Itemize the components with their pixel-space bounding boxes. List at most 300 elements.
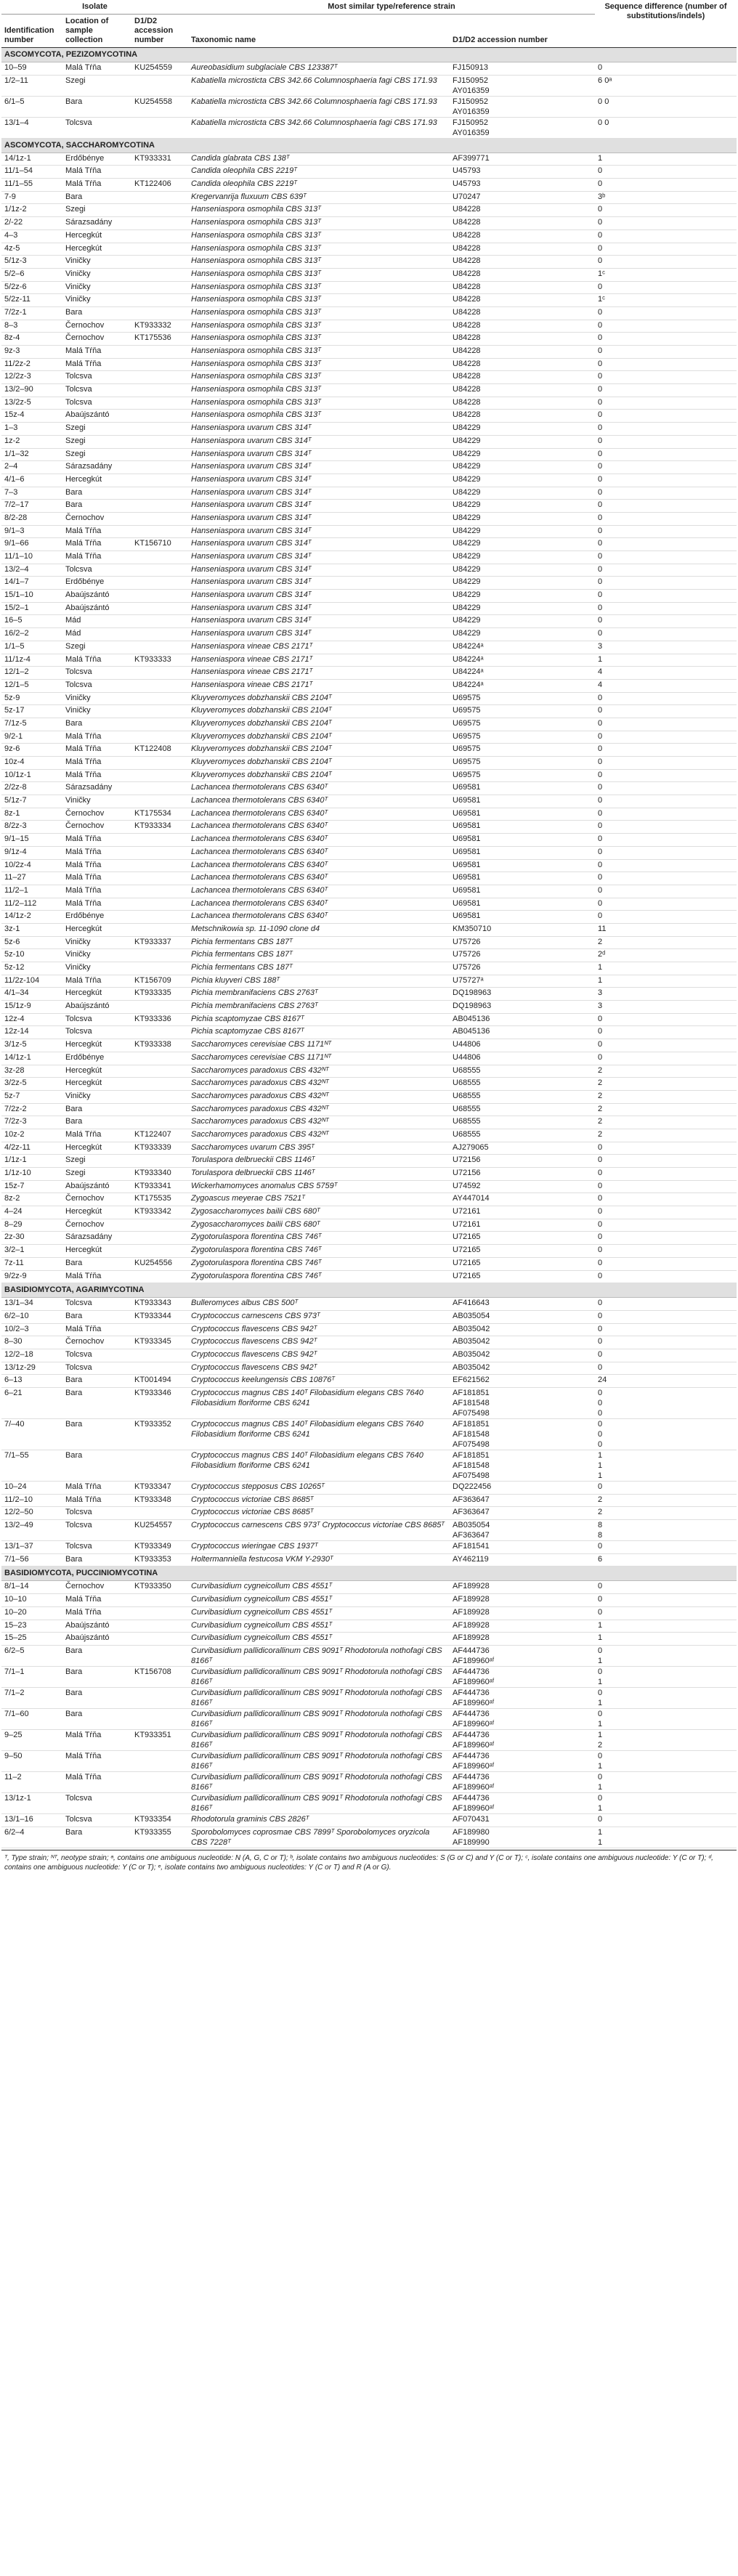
table-row	[1, 1129, 737, 1142]
reference-accession-cell: U68555	[450, 1065, 595, 1078]
location-cell: Malá Tŕňa	[62, 898, 131, 911]
location-cell: Tolcsva	[62, 667, 131, 680]
identification-number-cell: 11/2–1	[1, 885, 62, 898]
location-cell: Malá Tŕňa	[62, 551, 131, 564]
taxonomic-name-cell: Torulaspora delbrueckii CBS 1146ᵀ	[188, 1168, 450, 1181]
reference-accession-cell: AB035042	[450, 1349, 595, 1362]
table-row	[1, 1581, 737, 1594]
reference-accession-cell: U68555	[450, 1116, 595, 1129]
identification-number-cell: 2z-30	[1, 1232, 62, 1245]
identification-number-cell: 3z-1	[1, 923, 62, 936]
reference-accession-cell: U84228	[450, 256, 595, 269]
taxonomic-name-cell: Hanseniaspora osmophila CBS 313ᵀ	[188, 384, 450, 397]
identification-number-cell: 11/1–54	[1, 166, 62, 179]
reference-accession-cell: U72161	[450, 1219, 595, 1232]
accession-number-cell	[131, 769, 188, 782]
accession-number-cell	[131, 1606, 188, 1620]
reference-accession-cell: U69575	[450, 692, 595, 705]
identification-number-cell: 10–10	[1, 1594, 62, 1607]
taxonomic-name-cell: Hanseniaspora osmophila CBS 313ᵀ	[188, 346, 450, 359]
identification-number-cell: 10–24	[1, 1482, 62, 1495]
accession-number-cell	[131, 1362, 188, 1375]
sequence-difference-cell: 0	[595, 1193, 737, 1206]
taxonomic-name-cell: Curvibasidium cygneicollum CBS 4551ᵀ	[188, 1606, 450, 1620]
table-row	[1, 294, 737, 307]
reference-accession-cell: AF189928	[450, 1594, 595, 1607]
table-row	[1, 1507, 737, 1520]
sequence-difference-header: Sequence difference (number of substitutions/indels)	[595, 0, 737, 48]
reference-accession-cell: U84228	[450, 333, 595, 346]
identification-number-cell: 8/1–14	[1, 1581, 62, 1594]
accession-number-cell	[131, 782, 188, 795]
table-row	[1, 1323, 737, 1336]
identification-number-cell: 13/2–49	[1, 1520, 62, 1541]
reference-accession-cell: U72156	[450, 1155, 595, 1168]
identification-number-cell: 13/2z-5	[1, 397, 62, 410]
identification-number-cell: 9z-6	[1, 744, 62, 757]
accession-number-cell	[131, 949, 188, 962]
location-cell: Malá Tŕňa	[62, 885, 131, 898]
taxonomic-name-cell: Hanseniaspora osmophila CBS 313ᵀ	[188, 294, 450, 307]
location-cell: Tolcsva	[62, 1507, 131, 1520]
reference-accession-cell: AY447014	[450, 1193, 595, 1206]
identification-number-cell: 8z-2	[1, 1193, 62, 1206]
table-row	[1, 1606, 737, 1620]
reference-accession-cell: U72161	[450, 1206, 595, 1219]
reference-accession-cell: U69581	[450, 859, 595, 872]
taxonomic-name-cell: Hanseniaspora uvarum CBS 314ᵀ	[188, 448, 450, 461]
taxonomic-name-cell: Kluyveromyces dobzhanskii CBS 2104ᵀ	[188, 692, 450, 705]
reference-accession-cell: U69581	[450, 885, 595, 898]
taxonomic-name-cell: Cryptococcus flavescens CBS 942ᵀ	[188, 1323, 450, 1336]
location-cell: Malá Tŕňa	[62, 757, 131, 770]
taxonomic-name-cell: Hanseniaspora vineae CBS 2171ᵀ	[188, 641, 450, 654]
sequence-difference-cell: 0	[595, 808, 737, 821]
table-row	[1, 1193, 737, 1206]
location-cell: Bara	[62, 500, 131, 513]
identification-number-cell: 5/2–6	[1, 268, 62, 281]
reference-accession-cell: U84224ᵃ	[450, 667, 595, 680]
location-cell: Szegi	[62, 75, 131, 96]
identification-number-cell: 16–5	[1, 615, 62, 628]
table-row	[1, 448, 737, 461]
location-cell: Malá Tŕňa	[62, 859, 131, 872]
sequence-difference-cell: 0	[595, 1541, 737, 1554]
table-row	[1, 782, 737, 795]
accession-number-cell: KT175536	[131, 333, 188, 346]
accession-number-cell	[131, 602, 188, 615]
reference-accession-cell: U72165	[450, 1232, 595, 1245]
table-row	[1, 1494, 737, 1507]
table-row	[1, 1155, 737, 1168]
sequence-difference-cell: 4	[595, 667, 737, 680]
reference-accession-cell: U68555	[450, 1078, 595, 1091]
location-cell: Hercegkút	[62, 1065, 131, 1078]
location-cell: Malá Tŕňa	[62, 1494, 131, 1507]
table-row	[1, 256, 737, 269]
table-row	[1, 117, 737, 138]
accession-number-cell	[131, 474, 188, 487]
location-cell: Černochov	[62, 821, 131, 834]
taxonomic-name-cell: Hanseniaspora uvarum CBS 314ᵀ	[188, 564, 450, 577]
sequence-difference-cell: 11	[595, 923, 737, 936]
accession-number-cell	[131, 75, 188, 96]
sequence-difference-cell: 0	[595, 306, 737, 320]
location-cell: Viničky	[62, 268, 131, 281]
identification-number-cell: 10/1z-1	[1, 769, 62, 782]
taxonomic-name-cell: Pichia fermentans CBS 187ᵀ	[188, 962, 450, 975]
table-row	[1, 1090, 737, 1103]
identification-number-cell: 15z-7	[1, 1180, 62, 1193]
location-cell: Malá Tŕňa	[62, 525, 131, 538]
taxonomic-name-cell: Lachancea thermotolerans CBS 6340ᵀ	[188, 795, 450, 808]
location-cell: Černochov	[62, 320, 131, 333]
location-cell: Viničky	[62, 281, 131, 294]
taxonomic-name-cell: Saccharomyces paradoxus CBS 432ᴺᵀ	[188, 1065, 450, 1078]
location-cell: Tolcsva	[62, 1541, 131, 1554]
reference-accession-cell: AF363647	[450, 1507, 595, 1520]
group-title: ASCOMYCOTA, SACCHAROMYCOTINA	[1, 138, 737, 153]
location-cell: Černochov	[62, 808, 131, 821]
identification-number-cell: 6–13	[1, 1375, 62, 1388]
accession-number-cell	[131, 1323, 188, 1336]
reference-accession-cell: AB035054 AF363647	[450, 1520, 595, 1541]
taxonomic-name-cell: Lachancea thermotolerans CBS 6340ᵀ	[188, 821, 450, 834]
accession-number-cell: KU254559	[131, 62, 188, 76]
sequence-difference-cell: 0 0 0	[595, 1388, 737, 1419]
sequence-difference-cell: 0	[595, 281, 737, 294]
table-row	[1, 1375, 737, 1388]
sequence-difference-cell: 2	[595, 1103, 737, 1116]
location-cell: Malá Tŕňa	[62, 744, 131, 757]
isolates-table	[1, 0, 737, 1848]
identification-number-cell: 5z-17	[1, 705, 62, 718]
reference-accession-cell: AB035054	[450, 1310, 595, 1323]
taxonomic-name-cell: Kabatiella microsticta CBS 342.66 Columnosphaeria fagi CBS 171.93	[188, 96, 450, 117]
reference-accession-cell: AF189928	[450, 1581, 595, 1594]
table-row	[1, 911, 737, 924]
identification-number-cell: 1/1–5	[1, 641, 62, 654]
table-row	[1, 590, 737, 603]
sequence-difference-cell: 6 0ᵃ	[595, 75, 737, 96]
reference-accession-cell: U75726	[450, 949, 595, 962]
table-row	[1, 1219, 737, 1232]
reference-accession-cell: U69581	[450, 834, 595, 847]
location-cell: Szegi	[62, 1155, 131, 1168]
sequence-difference-cell: 0	[595, 204, 737, 217]
location-cell: Bara	[62, 1375, 131, 1388]
sequence-difference-cell: 0	[595, 846, 737, 859]
taxonomic-name-cell: Hanseniaspora uvarum CBS 314ᵀ	[188, 461, 450, 474]
sequence-difference-cell: 0	[595, 577, 737, 590]
accession-number-cell	[131, 512, 188, 525]
accession-number-cell: KT001494	[131, 1375, 188, 1388]
table-row	[1, 461, 737, 474]
reference-accession-cell: AF444736 AF189960ᵃᶠ	[450, 1708, 595, 1729]
identification-number-cell: 4z-5	[1, 243, 62, 256]
reference-accession-cell: AF181851 AF181548 AF075498	[450, 1450, 595, 1482]
taxonomic-name-cell: Zygosaccharomyces bailii CBS 680ᵀ	[188, 1219, 450, 1232]
table-row	[1, 62, 737, 76]
sequence-difference-cell: 0	[595, 1232, 737, 1245]
reference-accession-cell: U69581	[450, 911, 595, 924]
accession-number-cell	[131, 1645, 188, 1666]
table-row	[1, 718, 737, 731]
identification-number-cell: 7/1–1	[1, 1666, 62, 1687]
sequence-difference-cell: 0	[595, 333, 737, 346]
footnote: ᵀ, Type strain; ᴺᵀ, neotype strain; ᵃ, contains one ambiguous nucleotide: N (A, G, C or T); ᵇ, isolate contains two ambiguous nucleotides: S (G or C) and Y (C or T); ᶜ, isolate contains one ambiguous nucleotide: Y (C or T); ᵈ, contains one ambiguous nucleotide: Y (C or T); ᵉ, isolate contains two ambiguous nucleotides: Y (C or T) and R (A or G).	[1, 1850, 737, 1875]
taxonomic-name-cell: Curvibasidium pallidicorallinum CBS 9091ᵀ Rhodotorula nothofagi CBS 8166ᵀ	[188, 1666, 450, 1687]
reference-accession-header: D1/D2 accession number	[450, 15, 595, 48]
table-row	[1, 179, 737, 192]
accession-number-cell	[131, 1245, 188, 1258]
table-row	[1, 1450, 737, 1482]
table-row	[1, 371, 737, 384]
location-cell: Erdőbénye	[62, 911, 131, 924]
accession-number-cell: KT933334	[131, 821, 188, 834]
accession-number-cell	[131, 229, 188, 243]
table-row	[1, 1482, 737, 1495]
location-cell: Černochov	[62, 512, 131, 525]
identification-number-cell: 14/1z-2	[1, 911, 62, 924]
taxonomic-name-cell: Saccharomyces uvarum CBS 395ᵀ	[188, 1142, 450, 1155]
taxonomic-name-cell: Lachancea thermotolerans CBS 6340ᵀ	[188, 859, 450, 872]
accession-number-cell	[131, 243, 188, 256]
accession-number-cell	[131, 1219, 188, 1232]
table-row	[1, 577, 737, 590]
identification-number-cell: 7/2–17	[1, 500, 62, 513]
location-cell: Tolcsva	[62, 1349, 131, 1362]
sequence-difference-cell: 0	[595, 1180, 737, 1193]
sequence-difference-cell: 0	[595, 564, 737, 577]
table-row	[1, 474, 737, 487]
identification-number-cell: 6–21	[1, 1388, 62, 1419]
table-row	[1, 923, 737, 936]
accession-number-cell	[131, 397, 188, 410]
accession-number-cell	[131, 1708, 188, 1729]
sequence-difference-cell: 3	[595, 988, 737, 1001]
sequence-difference-cell: 4	[595, 679, 737, 692]
accession-number-cell	[131, 306, 188, 320]
identification-number-cell: 15/1–10	[1, 590, 62, 603]
taxonomic-name-cell: Kluyveromyces dobzhanskii CBS 2104ᵀ	[188, 705, 450, 718]
sequence-difference-cell: 0	[595, 1310, 737, 1323]
sequence-difference-cell: 0	[595, 397, 737, 410]
sequence-difference-cell: 0	[595, 821, 737, 834]
identification-number-cell: 11/2–112	[1, 898, 62, 911]
reference-accession-cell: U84229	[450, 474, 595, 487]
location-cell: Malá Tŕňa	[62, 346, 131, 359]
sequence-difference-cell: 2	[595, 1129, 737, 1142]
identification-number-cell: 1/1z-10	[1, 1168, 62, 1181]
identification-number-cell: 6/2–10	[1, 1310, 62, 1323]
sequence-difference-cell: 0	[595, 898, 737, 911]
taxonomic-name-cell: Zygotorulaspora florentina CBS 746ᵀ	[188, 1257, 450, 1270]
reference-accession-cell: AF181851 AF181548 AF075498	[450, 1419, 595, 1450]
sequence-difference-cell: 0 0	[595, 117, 737, 138]
location-header: Location of sample collection	[62, 15, 131, 48]
location-cell: Bara	[62, 96, 131, 117]
location-cell: Malá Tŕňa	[62, 975, 131, 988]
accession-number-cell	[131, 795, 188, 808]
accession-number-cell	[131, 1771, 188, 1792]
reference-accession-cell: U75726	[450, 936, 595, 949]
taxonomic-name-cell: Curvibasidium pallidicorallinum CBS 9091ᵀ Rhodotorula nothofagi CBS 8166ᵀ	[188, 1792, 450, 1813]
identification-number-cell: 1/1–32	[1, 448, 62, 461]
accession-number-cell	[131, 358, 188, 371]
taxonomic-name-cell: Saccharomyces paradoxus CBS 432ᴺᵀ	[188, 1116, 450, 1129]
reference-accession-cell: DQ198963	[450, 988, 595, 1001]
location-cell: Mád	[62, 628, 131, 641]
identification-number-cell: 15z-4	[1, 410, 62, 423]
accession-number-cell: KT933343	[131, 1298, 188, 1311]
table-row	[1, 808, 737, 821]
reference-accession-cell: U44806	[450, 1039, 595, 1052]
accession-number-cell: KT122407	[131, 1129, 188, 1142]
table-row	[1, 1594, 737, 1607]
reference-accession-cell: U72165	[450, 1257, 595, 1270]
taxonomic-name-cell: Hanseniaspora osmophila CBS 313ᵀ	[188, 410, 450, 423]
table-row	[1, 346, 737, 359]
location-cell: Tolcsva	[62, 1013, 131, 1026]
identification-number-cell: 4/2z-11	[1, 1142, 62, 1155]
reference-accession-cell: U74592	[450, 1180, 595, 1193]
identification-number-cell: 2/-22	[1, 217, 62, 230]
most-similar-group-header: Most similar type/reference strain	[188, 0, 595, 15]
identification-number-cell: 8z-1	[1, 808, 62, 821]
reference-accession-cell: U69575	[450, 744, 595, 757]
sequence-difference-cell: 0	[595, 256, 737, 269]
location-cell: Tolcsva	[62, 117, 131, 138]
reference-accession-cell: EF621562	[450, 1375, 595, 1388]
accession-number-cell	[131, 590, 188, 603]
location-cell: Erdőbénye	[62, 1052, 131, 1065]
taxonomic-name-cell: Lachancea thermotolerans CBS 6340ᵀ	[188, 782, 450, 795]
accession-number-cell	[131, 923, 188, 936]
taxonomic-name-cell: Metschnikowia sp. 11-1090 clone d4	[188, 923, 450, 936]
table-row	[1, 1520, 737, 1541]
identification-number-cell: 9–50	[1, 1750, 62, 1771]
taxonomic-name-cell: Torulaspora delbrueckii CBS 1146ᵀ	[188, 1155, 450, 1168]
taxonomic-name-cell: Saccharomyces paradoxus CBS 432ᴺᵀ	[188, 1078, 450, 1091]
identification-number-cell: 6/1–5	[1, 96, 62, 117]
sequence-difference-cell: 0	[595, 757, 737, 770]
taxonomic-name-cell: Kabatiella microsticta CBS 342.66 Columnosphaeria fagi CBS 171.93	[188, 75, 450, 96]
location-cell: Abaújszántó	[62, 410, 131, 423]
location-cell: Viničky	[62, 692, 131, 705]
taxonomic-name-cell: Curvibasidium pallidicorallinum CBS 9091ᵀ Rhodotorula nothofagi CBS 8166ᵀ	[188, 1708, 450, 1729]
reference-accession-cell: U84229	[450, 512, 595, 525]
sequence-difference-cell: 0	[595, 384, 737, 397]
location-cell: Sárazsadány	[62, 217, 131, 230]
location-cell: Malá Tŕňa	[62, 1482, 131, 1495]
taxonomic-name-cell: Kabatiella microsticta CBS 342.66 Columnosphaeria fagi CBS 171.93	[188, 117, 450, 138]
accession-number-cell	[131, 1155, 188, 1168]
identification-number-cell: 3/2z-5	[1, 1078, 62, 1091]
sequence-difference-cell: 0	[595, 1581, 737, 1594]
taxonomic-name-cell: Pichia fermentans CBS 187ᵀ	[188, 949, 450, 962]
sequence-difference-cell: 0	[595, 346, 737, 359]
group-header-row	[1, 48, 737, 62]
reference-accession-cell: U69581	[450, 782, 595, 795]
location-cell: Malá Tŕňa	[62, 846, 131, 859]
location-cell: Sárazsadány	[62, 461, 131, 474]
sequence-difference-cell: 0 1	[595, 1792, 737, 1813]
accession-number-cell: KT933331	[131, 153, 188, 166]
sequence-difference-cell: 0	[595, 1013, 737, 1026]
taxonomic-name-header: Taxonomic name	[188, 15, 450, 48]
location-cell: Szegi	[62, 1168, 131, 1181]
sequence-difference-cell: 3ᵇ	[595, 191, 737, 204]
table-row	[1, 281, 737, 294]
reference-accession-cell: U84229	[450, 551, 595, 564]
accession-number-cell: KT933353	[131, 1553, 188, 1567]
reference-accession-cell: U84224ᵃ	[450, 679, 595, 692]
location-cell: Szegi	[62, 204, 131, 217]
accession-number-cell: KT175534	[131, 808, 188, 821]
identification-number-cell: 7/1–55	[1, 1450, 62, 1482]
table-row	[1, 153, 737, 166]
sequence-difference-cell: 0	[595, 229, 737, 243]
sequence-difference-cell: 0	[595, 423, 737, 436]
reference-accession-cell: U84228	[450, 320, 595, 333]
sequence-difference-cell: 0	[595, 1362, 737, 1375]
table-row	[1, 166, 737, 179]
identification-number-cell: 3/1z-5	[1, 1039, 62, 1052]
table-row	[1, 1180, 737, 1193]
accession-number-cell	[131, 346, 188, 359]
location-cell: Viničky	[62, 962, 131, 975]
accession-number-cell: KT933349	[131, 1541, 188, 1554]
reference-accession-cell: AF416643	[450, 1298, 595, 1311]
identification-number-cell: 12z-14	[1, 1026, 62, 1039]
taxonomic-name-cell: Curvibasidium pallidicorallinum CBS 9091ᵀ Rhodotorula nothofagi CBS 8166ᵀ	[188, 1687, 450, 1708]
identification-number-cell: 14/1z-1	[1, 153, 62, 166]
taxonomic-name-cell: Zygotorulaspora florentina CBS 746ᵀ	[188, 1245, 450, 1258]
accession-number-cell	[131, 577, 188, 590]
taxonomic-name-cell: Kluyveromyces dobzhanskii CBS 2104ᵀ	[188, 769, 450, 782]
location-cell: Bara	[62, 1450, 131, 1482]
accession-number-cell	[131, 1792, 188, 1813]
table-row	[1, 306, 737, 320]
identification-number-cell: 8–3	[1, 320, 62, 333]
location-cell: Malá Tŕňa	[62, 1323, 131, 1336]
sequence-difference-cell: 2	[595, 1116, 737, 1129]
reference-accession-cell: AJ279065	[450, 1142, 595, 1155]
location-cell: Malá Tŕňa	[62, 1771, 131, 1792]
taxonomic-name-cell: Pichia membranifaciens CBS 2763ᵀ	[188, 1001, 450, 1014]
reference-accession-cell: U70247	[450, 191, 595, 204]
sequence-difference-cell: 0	[595, 602, 737, 615]
location-cell: Malá Tŕňa	[62, 1129, 131, 1142]
identification-number-cell: 9/2-1	[1, 731, 62, 744]
sequence-difference-cell: 0 1	[595, 1666, 737, 1687]
identification-number-cell: 16/2–2	[1, 628, 62, 641]
taxonomic-name-cell: Cryptococcus carnescens CBS 973ᵀ	[188, 1310, 450, 1323]
table-row	[1, 1771, 737, 1792]
accession-number-cell	[131, 731, 188, 744]
table-row	[1, 1388, 737, 1419]
identification-number-cell: 13/2–90	[1, 384, 62, 397]
table-row	[1, 1792, 737, 1813]
identification-number-cell: 14/1–7	[1, 577, 62, 590]
sequence-difference-cell: 0	[595, 769, 737, 782]
reference-accession-cell: U72156	[450, 1168, 595, 1181]
taxonomic-name-cell: Cryptococcus flavescens CBS 942ᵀ	[188, 1362, 450, 1375]
taxonomic-name-cell: Pichia fermentans CBS 187ᵀ	[188, 936, 450, 949]
reference-accession-cell: U69581	[450, 795, 595, 808]
table-row	[1, 795, 737, 808]
